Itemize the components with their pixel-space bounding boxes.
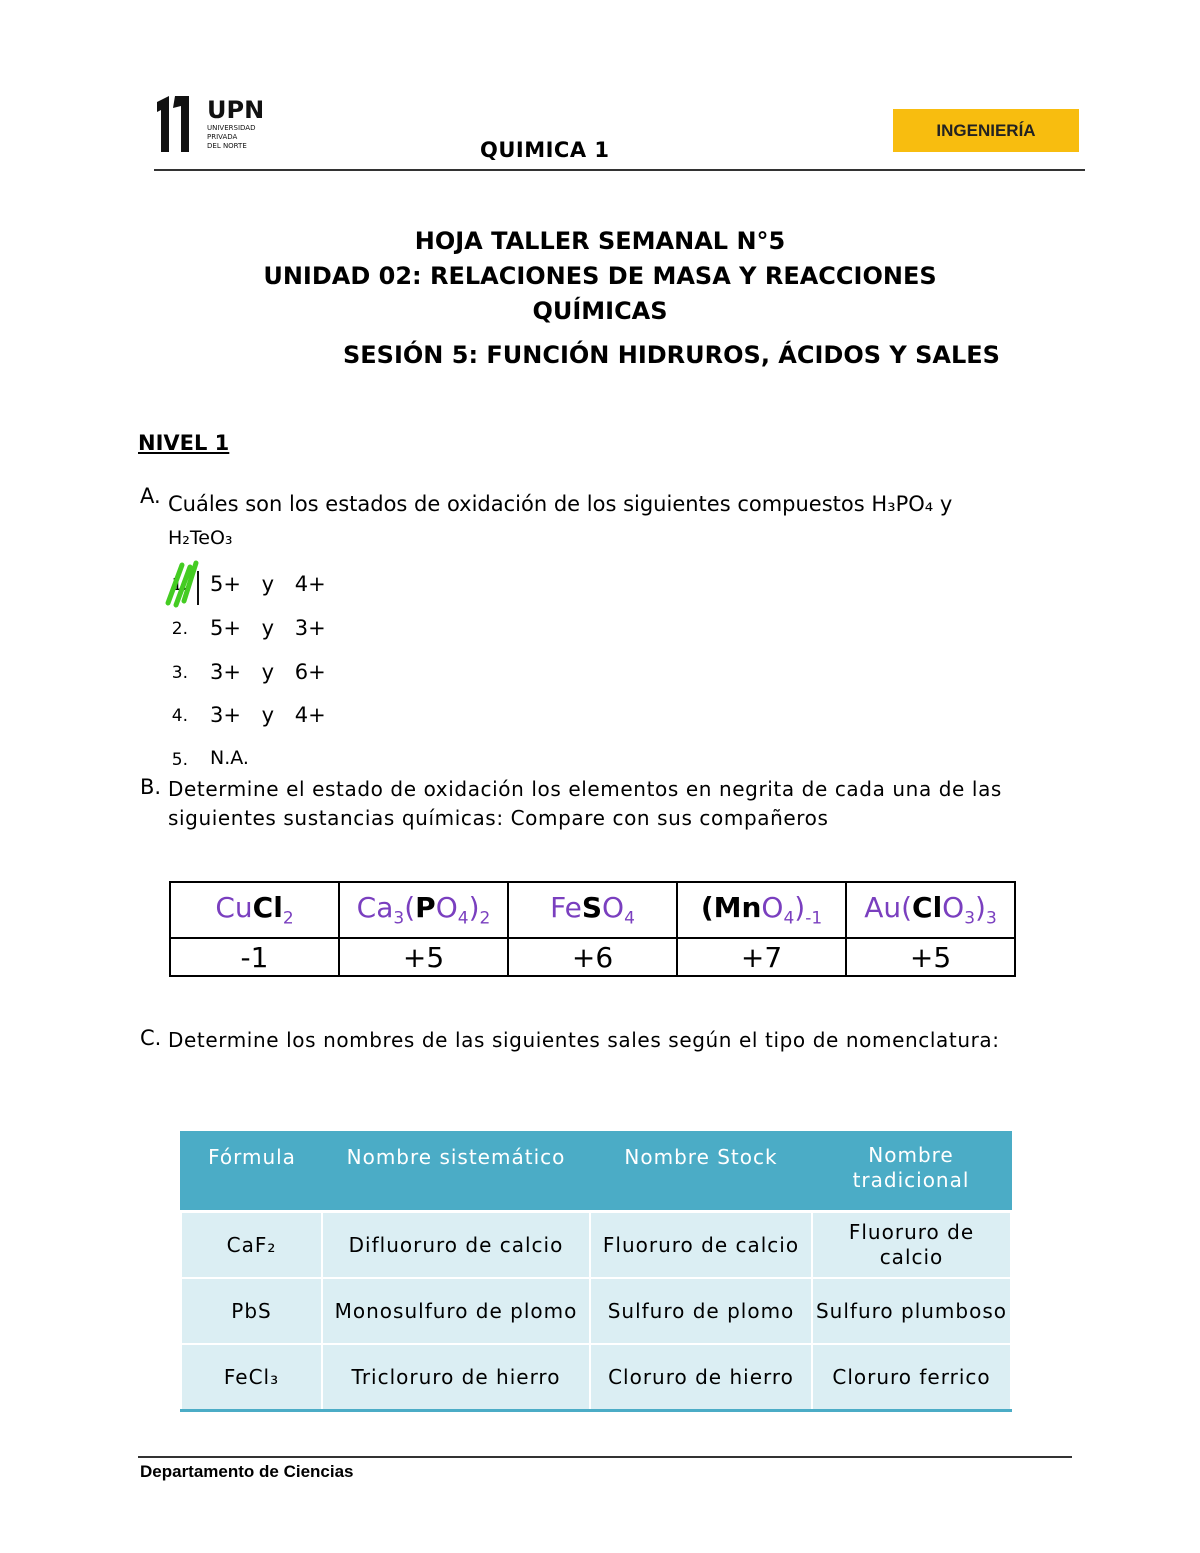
logo-text: UPN — [207, 96, 265, 124]
option-1-value: 5+ y 4+ — [210, 572, 326, 596]
table-cell: Sulfuro de plomo — [590, 1278, 812, 1344]
question-b-letter: B. — [140, 775, 162, 799]
option-3-number: 3. — [171, 663, 188, 683]
footer-divider — [138, 1456, 1072, 1458]
option-4-number: 4. — [171, 706, 188, 726]
table-cell: CaF₂ — [181, 1212, 322, 1279]
col-header: Nombre tradicional — [812, 1131, 1011, 1212]
table-cell: Difluoruro de calcio — [322, 1212, 590, 1279]
ox-value: +5 — [846, 938, 1015, 976]
table-cell: Cloruro ferrico — [812, 1344, 1011, 1411]
col-header: Fórmula — [181, 1131, 322, 1212]
ox-value: +7 — [677, 938, 846, 976]
upn-logo — [155, 96, 265, 156]
option-5-value: N.A. — [210, 747, 249, 769]
option-4-value: 3+ y 4+ — [210, 703, 326, 727]
option-1-number: 1. — [171, 575, 188, 595]
table-cell: Fluoruro de calcio — [812, 1212, 1011, 1279]
question-c-letter: C. — [140, 1026, 162, 1050]
option-3-value: 3+ y 6+ — [210, 660, 326, 684]
formula-cucl2: CuCl$_2$ — [170, 882, 339, 938]
formula-mno4: $(MnO_4)_{-1}$ — [677, 882, 846, 938]
course-title: QUIMICA 1 — [480, 138, 610, 162]
faculty-badge: INGENIERÍA — [893, 109, 1079, 152]
svg-text:DEL NORTE: DEL NORTE — [207, 142, 247, 150]
ox-value: +5 — [339, 938, 508, 976]
question-a-text: Cuáles son los estados de oxidación de los siguientes compuestos H₃PO₄ y — [168, 492, 953, 516]
col-header: Nombre sistemático — [322, 1131, 590, 1212]
table-cell: FeCl₃ — [181, 1344, 322, 1411]
question-b-text: Determine el estado de oxidación los elementos en negrita de cada una de las siguientes sustancias químicas: Compare con sus compañeros — [168, 777, 1002, 830]
question-c-text: Determine los nombres de las siguientes sales según el tipo de nomenclatura: — [168, 1028, 1000, 1052]
footer-text: Departamento de Ciencias — [140, 1462, 354, 1481]
option-5-number: 5. — [171, 750, 188, 770]
question-a-letter: A. — [140, 484, 161, 508]
unit-title: UNIDAD 02: RELACIONES DE MASA Y REACCIONES — [263, 262, 937, 290]
question-a-text-cont: H₂TeO₃ — [168, 527, 233, 549]
table-cell: Monosulfuro de plomo — [322, 1278, 590, 1344]
table-row — [181, 1212, 1011, 1279]
svg-text:UNIVERSIDAD: UNIVERSIDAD — [207, 124, 256, 132]
ox-value: +6 — [508, 938, 677, 976]
table-cell: PbS — [181, 1278, 322, 1344]
oxidation-table — [169, 881, 1016, 977]
header-divider — [154, 169, 1085, 171]
option-2-number: 2. — [171, 619, 188, 639]
col-header: Nombre Stock — [590, 1131, 812, 1212]
table-cell: Fluoruro de calcio — [590, 1212, 812, 1279]
table-cell: Sulfuro plumboso — [812, 1278, 1011, 1344]
svg-text:PRIVADA: PRIVADA — [207, 133, 238, 141]
ox-value: -1 — [170, 938, 339, 976]
check-mark-icon — [160, 557, 208, 609]
formula-ca3po42: $Ca_3(PO_4)_2$ — [339, 882, 508, 938]
table-cell: Tricloruro de hierro — [322, 1344, 590, 1411]
table-row — [181, 1344, 1011, 1411]
worksheet-title: HOJA TALLER SEMANAL N°5 — [414, 227, 786, 255]
nomenclature-table — [180, 1131, 1012, 1412]
table-cell: Cloruro de hierro — [590, 1344, 812, 1411]
option-2-value: 5+ y 3+ — [210, 616, 326, 640]
table-row — [181, 1278, 1011, 1344]
formula-feso4: FeSO$_4$ — [508, 882, 677, 938]
session-title: SESIÓN 5: FUNCIÓN HIDRUROS, ÁCIDOS Y SALES — [343, 341, 1000, 369]
level-heading: NIVEL 1 — [138, 431, 230, 455]
unit-title-cont: QUÍMICAS — [532, 297, 668, 325]
formula-auclo33: $Au(ClO_3)_3$ — [846, 882, 1015, 938]
